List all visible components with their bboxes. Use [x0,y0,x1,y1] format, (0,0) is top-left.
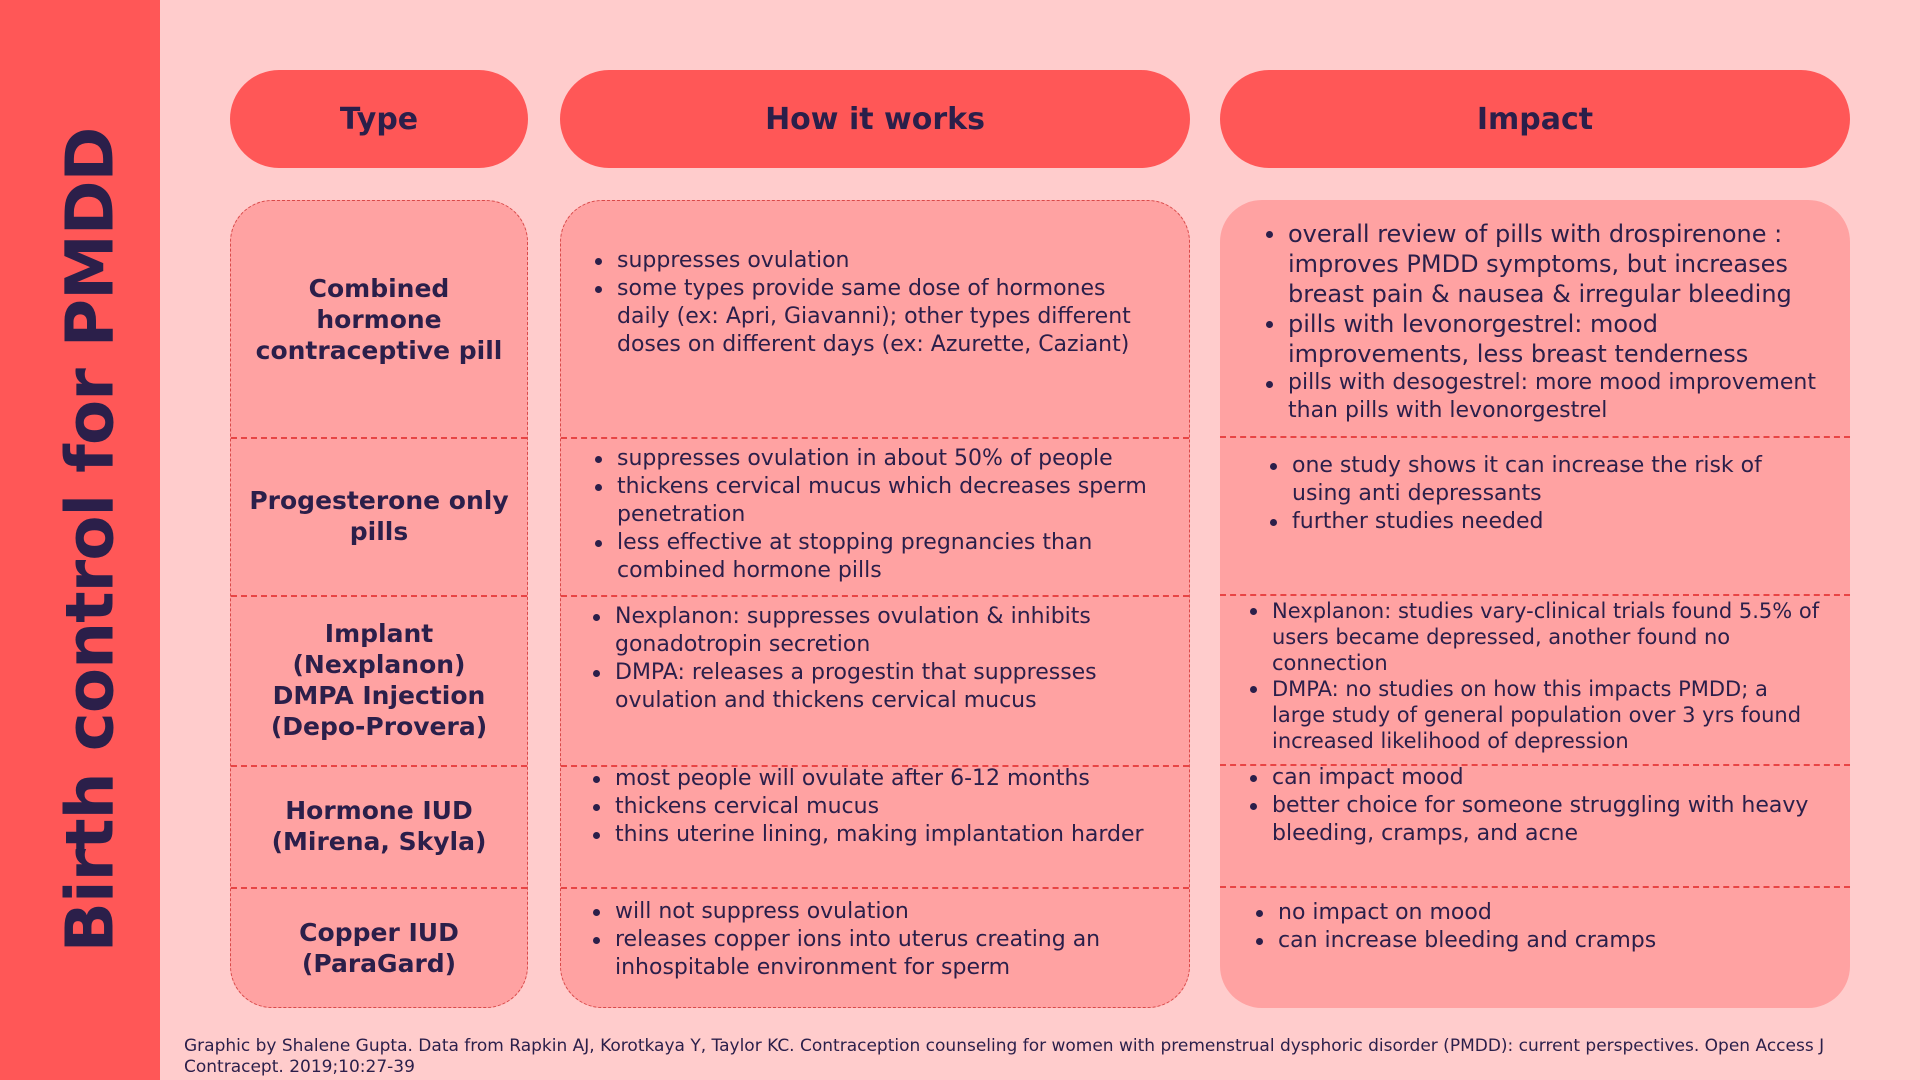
list-item: no impact on mood [1252,899,1812,927]
list-item: suppresses ovulation [591,247,1161,275]
list-item: less effective at stopping pregnancies than combined hormone pills [591,529,1161,585]
header-type: Type [230,70,528,168]
list-item: can impact mood [1246,764,1826,792]
list-item: Nexplanon: suppresses ovulation & inhibits gonadotropin secretion [589,603,1149,659]
row-divider [561,437,1189,439]
type-cell [231,887,527,1008]
list-item: thickens cervical mucus which decreases sperm penetration [591,473,1161,529]
list-item: some types provide same dose of hormones daily (ex: Apri, Giavanni); other types different doses on different days (ex: Azurette, Caziant) [591,275,1161,359]
header-how-it-works: How it works [560,70,1190,168]
list-item: thins uterine lining, making implantation harder [589,821,1169,849]
type-cell [231,201,527,437]
list-item: will not suppress ovulation [589,898,1169,926]
row-divider [1220,436,1850,438]
list-item: suppresses ovulation in about 50% of people [591,445,1161,473]
type-cell [231,765,527,887]
type-label: Copper IUD (ParaGard) [299,918,459,978]
type-label: Implant (Nexplanon) DMPA Injection (Depo-Provera) [270,619,488,741]
list-item: better choice for someone struggling with heavy bleeding, cramps, and acne [1246,792,1826,848]
list-item: Nexplanon: studies vary-clinical trials found 5.5% of users became depressed, another found no connection [1246,598,1826,676]
list-item: DMPA: no studies on how this impacts PMDD; a large study of general population over 3 yrs found increased likelihood of depression [1246,676,1826,754]
how-list [589,898,1169,982]
row-divider [1220,594,1850,596]
impact-list [1266,452,1806,536]
page-title: Birth control for PMDD [51,127,129,953]
list-item: pills with levonorgestrel: mood improvements, less breast tenderness [1262,309,1842,369]
type-label: Combined hormone contraceptive pill [255,273,503,365]
list-item: thickens cervical mucus [589,793,1169,821]
header-impact: Impact [1220,70,1850,168]
list-item: one study shows it can increase the risk of using anti depressants [1266,452,1806,508]
type-column [230,200,528,1008]
list-item: DMPA: releases a progestin that suppresses ovulation and thickens cervical mucus [589,659,1149,715]
how-list [589,603,1149,715]
source-footnote: Graphic by Shalene Gupta. Data from Rapkin AJ, Korotkaya Y, Taylor KC. Contraception counseling for women with premenstrual dysphoric disorder (PMDD): current perspectives. Open Access J Contracept. 2019;10:27-39 [184,1036,1825,1077]
list-item: can increase bleeding and cramps [1252,927,1812,955]
list-item: releases copper ions into uterus creating an inhospitable environment for sperm [589,926,1169,982]
impact-list [1262,219,1842,425]
type-label: Hormone IUD (Mirena, Skyla) [271,796,487,856]
sidebar-band [0,0,160,1080]
impact-list [1246,764,1826,848]
row-divider [1220,886,1850,888]
row-divider [561,595,1189,597]
impact-column [1220,200,1850,1008]
impact-list [1252,899,1812,955]
list-item: overall review of pills with drospirenone : improves PMDD symptoms, but increases breast pain & nausea & irregular bleeding [1262,219,1842,309]
how-list [589,765,1169,849]
list-item: pills with desogestrel: more mood improvement than pills with levonorgestrel [1262,369,1842,425]
type-cell [231,437,527,595]
list-item: further studies needed [1266,508,1806,536]
impact-list [1246,598,1826,754]
list-item: most people will ovulate after 6-12 months [589,765,1169,793]
how-list [591,445,1161,585]
how-list [591,247,1161,359]
type-label: Progesterone only pills [249,486,509,546]
row-divider [561,887,1189,889]
how-column [560,200,1190,1008]
type-cell [231,595,527,765]
